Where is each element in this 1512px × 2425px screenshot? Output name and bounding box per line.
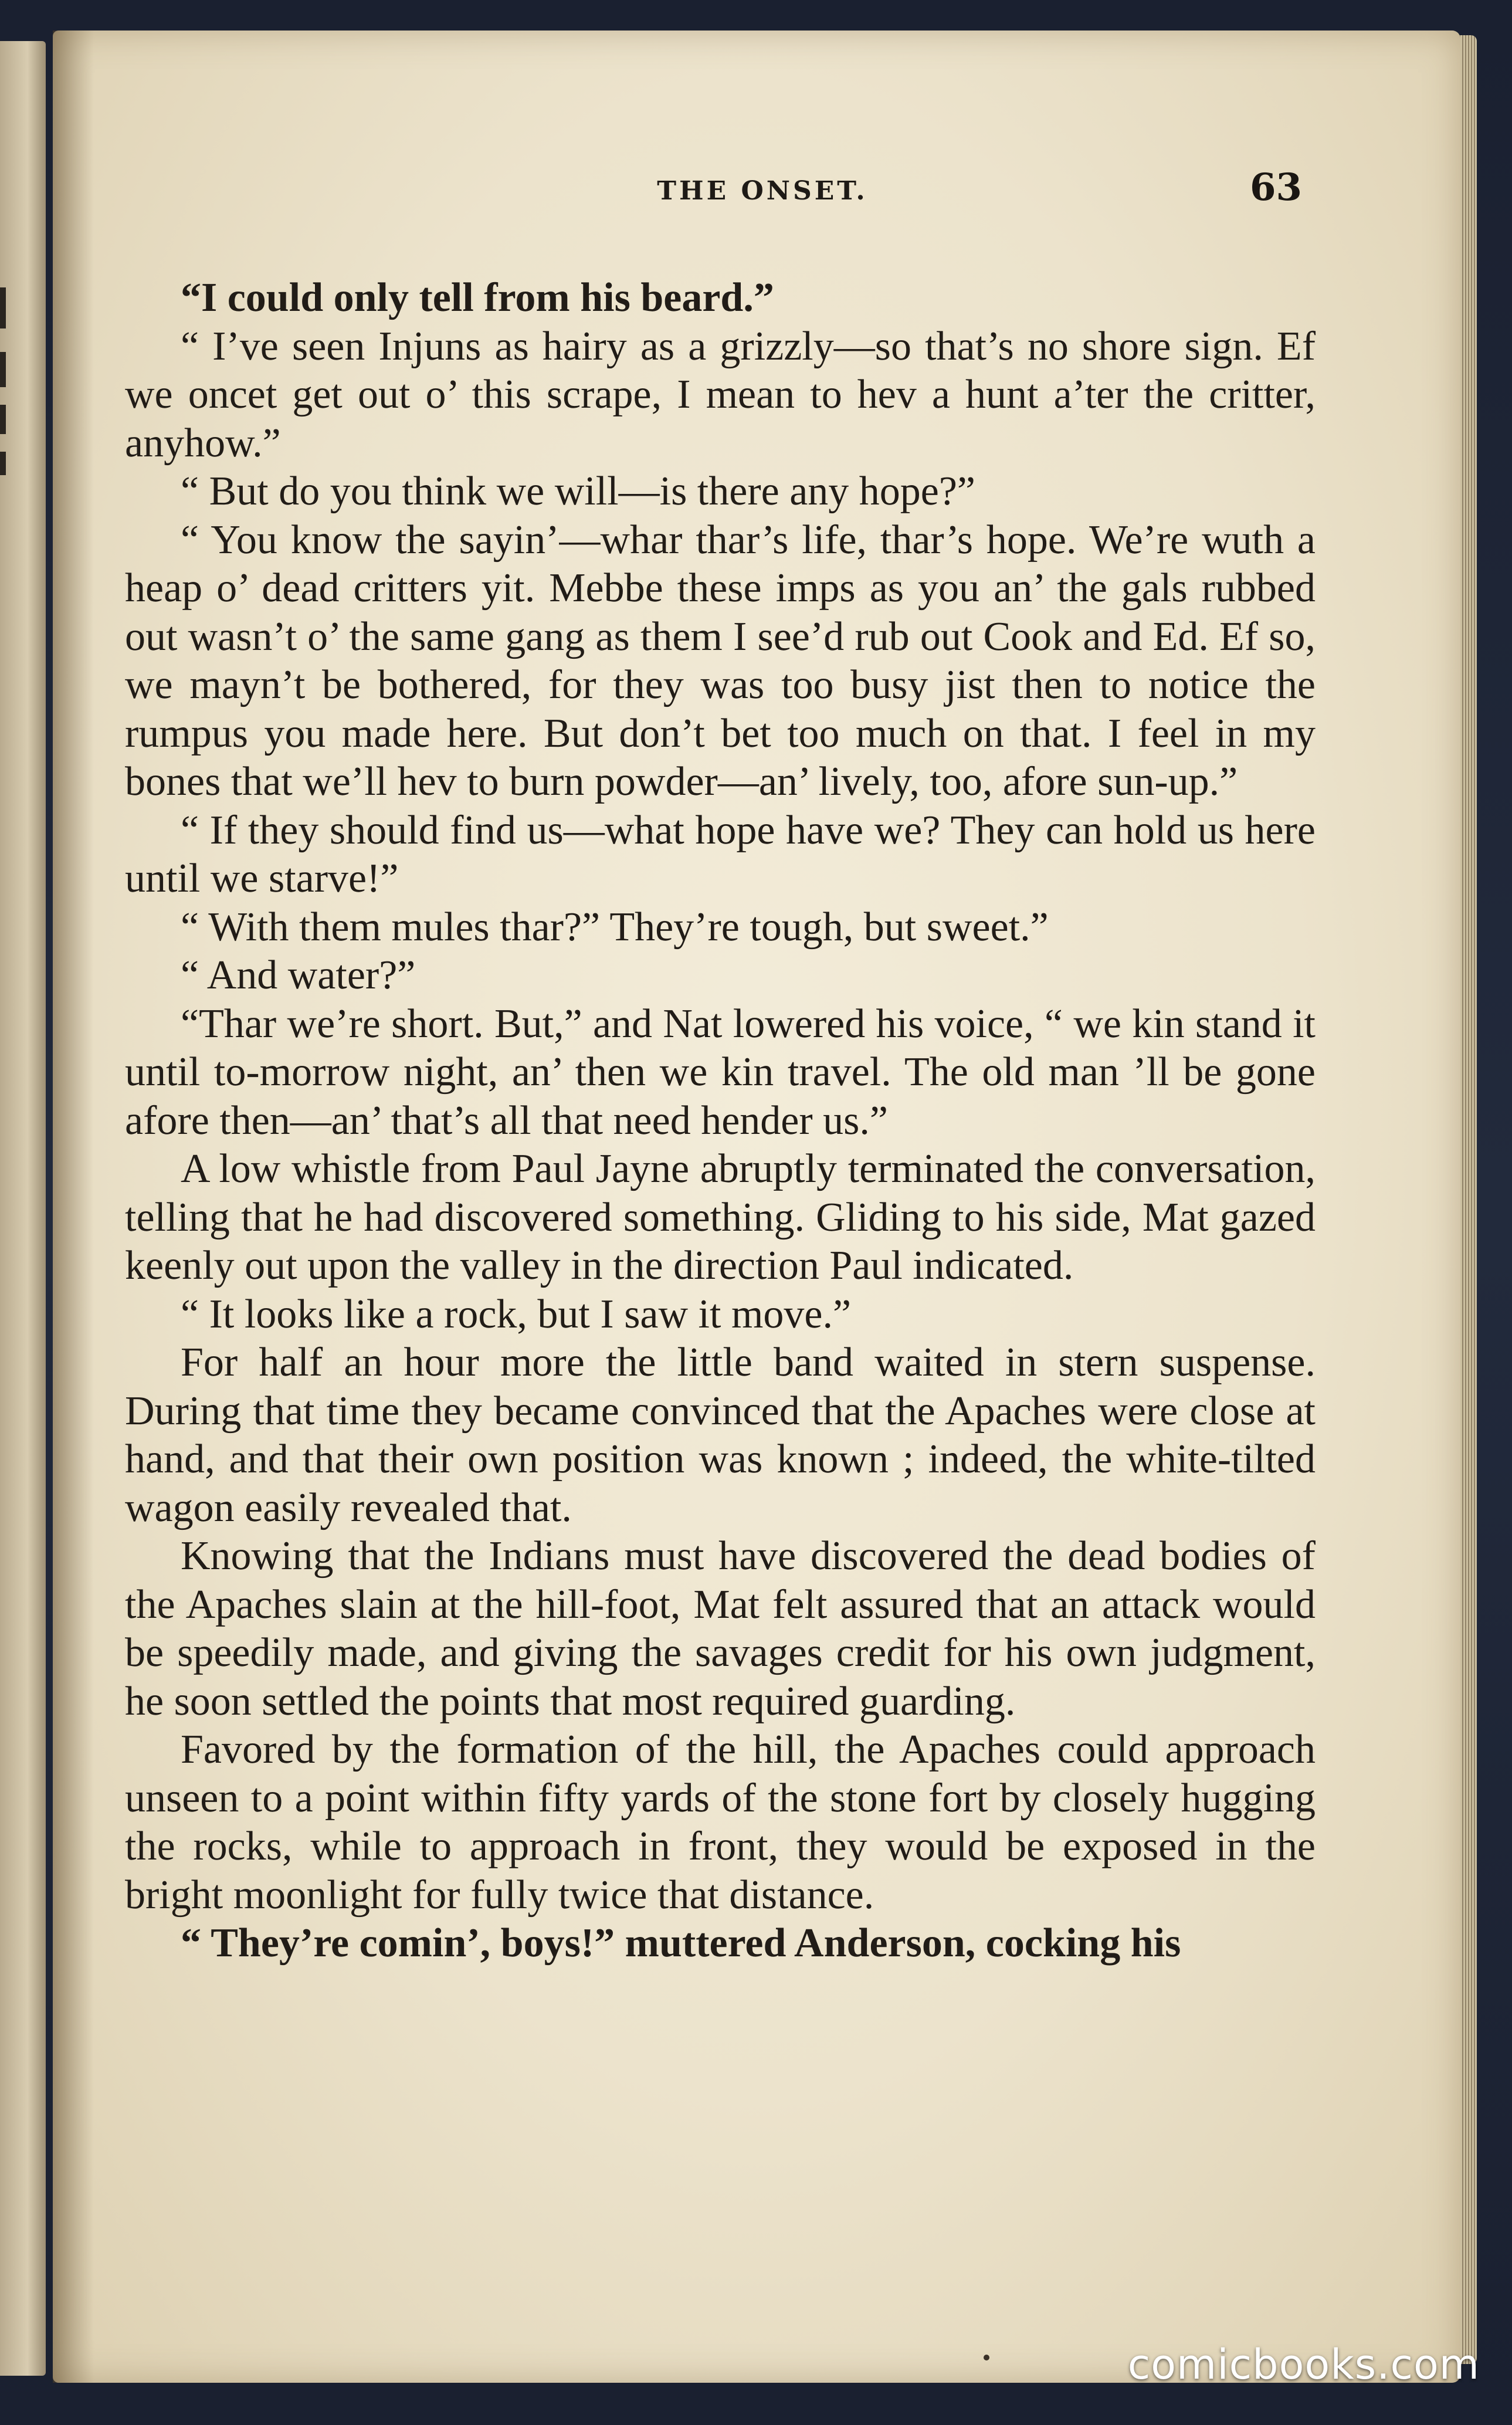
previous-page-edge (0, 41, 46, 2376)
ink-mark (0, 287, 6, 328)
paragraph: “I could only tell from his beard.” (181, 275, 774, 320)
paragraph: Favored by the formation of the hill, the Apaches could approach unseen to a point within fifty yards of the stone fort by closely hugging the rocks, while to approach in front, they would be exposed in the bright moonlight for fully twice that distance. (125, 1727, 1316, 1918)
running-head (53, 165, 1460, 212)
paragraph: “ If they should find us—what hope have we? They can hold us here until we starve!” (125, 807, 1316, 901)
paragraph: “ They’re comin’, boys!” muttered Anderson, cocking his (181, 1921, 1181, 1966)
ink-mark (0, 452, 6, 475)
paragraph: A low whistle from Paul Jayne abruptly terminated the conversation, telling that he had discovered something. Gliding to his side, Mat gazed keenly out upon the valley in the direction Paul indicated. (125, 1146, 1316, 1288)
watermark: comicbooks.com (1127, 2341, 1480, 2389)
paragraph: “ With them mules thar?” They’re tough, but sweet.” (181, 904, 1049, 950)
paragraph: “ You know the sayin’—whar thar’s life, thar’s hope. We’re wuth a heap o’ dead critters yit. Mebbe these imps as you an’ the gals rubbed out wasn’t o’ the same gang as them I see’d rub out Cook and Ed. Ef so, we mayn’t be bothered, for they was too busy jist then to notice the rumpus you made here. But don’t bet too much on that. I feel in my bones that we’ll hev to burn powder—an’ lively, too, afore sun-up.” (125, 517, 1316, 804)
body-text (125, 274, 1316, 1968)
book-page (53, 31, 1460, 2383)
paragraph: “ And water?” (181, 953, 416, 998)
paragraph: “ It looks like a rock, but I saw it move.” (181, 1291, 852, 1337)
page-number: 63 (1249, 165, 1302, 209)
chapter-title: THE ONSET. (657, 176, 868, 206)
paragraph: “ I’ve seen Injuns as hairy as a grizzly—so that’s no shore sign. Ef we oncet get out o’ this scrape, I mean to hev a hunt a’ter the critter, anyhow.” (125, 323, 1316, 466)
ink-mark (0, 352, 6, 387)
page-gutter-shadow (53, 31, 94, 2383)
paragraph: “ But do you think we will—is there any hope?” (181, 469, 975, 514)
paragraph: “Thar we’re short. But,” and Nat lowered his voice, “ we kin stand it until to-morrow night, an’ then we kin travel. The old man ’ll be gone afore then—an’ that’s all that need hender us.” (125, 1001, 1316, 1143)
page-speck (984, 2355, 989, 2360)
paragraph: For half an hour more the little band waited in stern suspense. During that time they became convinced that the Apaches were close at hand, and that their own position was known ; indeed, the white-tilted wagon easily revealed that. (125, 1340, 1316, 1530)
ink-mark (0, 405, 6, 434)
paragraph: Knowing that the Indians must have discovered the dead bodies of the Apaches slain at the hill-foot, Mat felt assured that an attack would be speedily made, and giving the savages credit for his own judgment, he soon settled the points that most required guarding. (125, 1533, 1316, 1724)
